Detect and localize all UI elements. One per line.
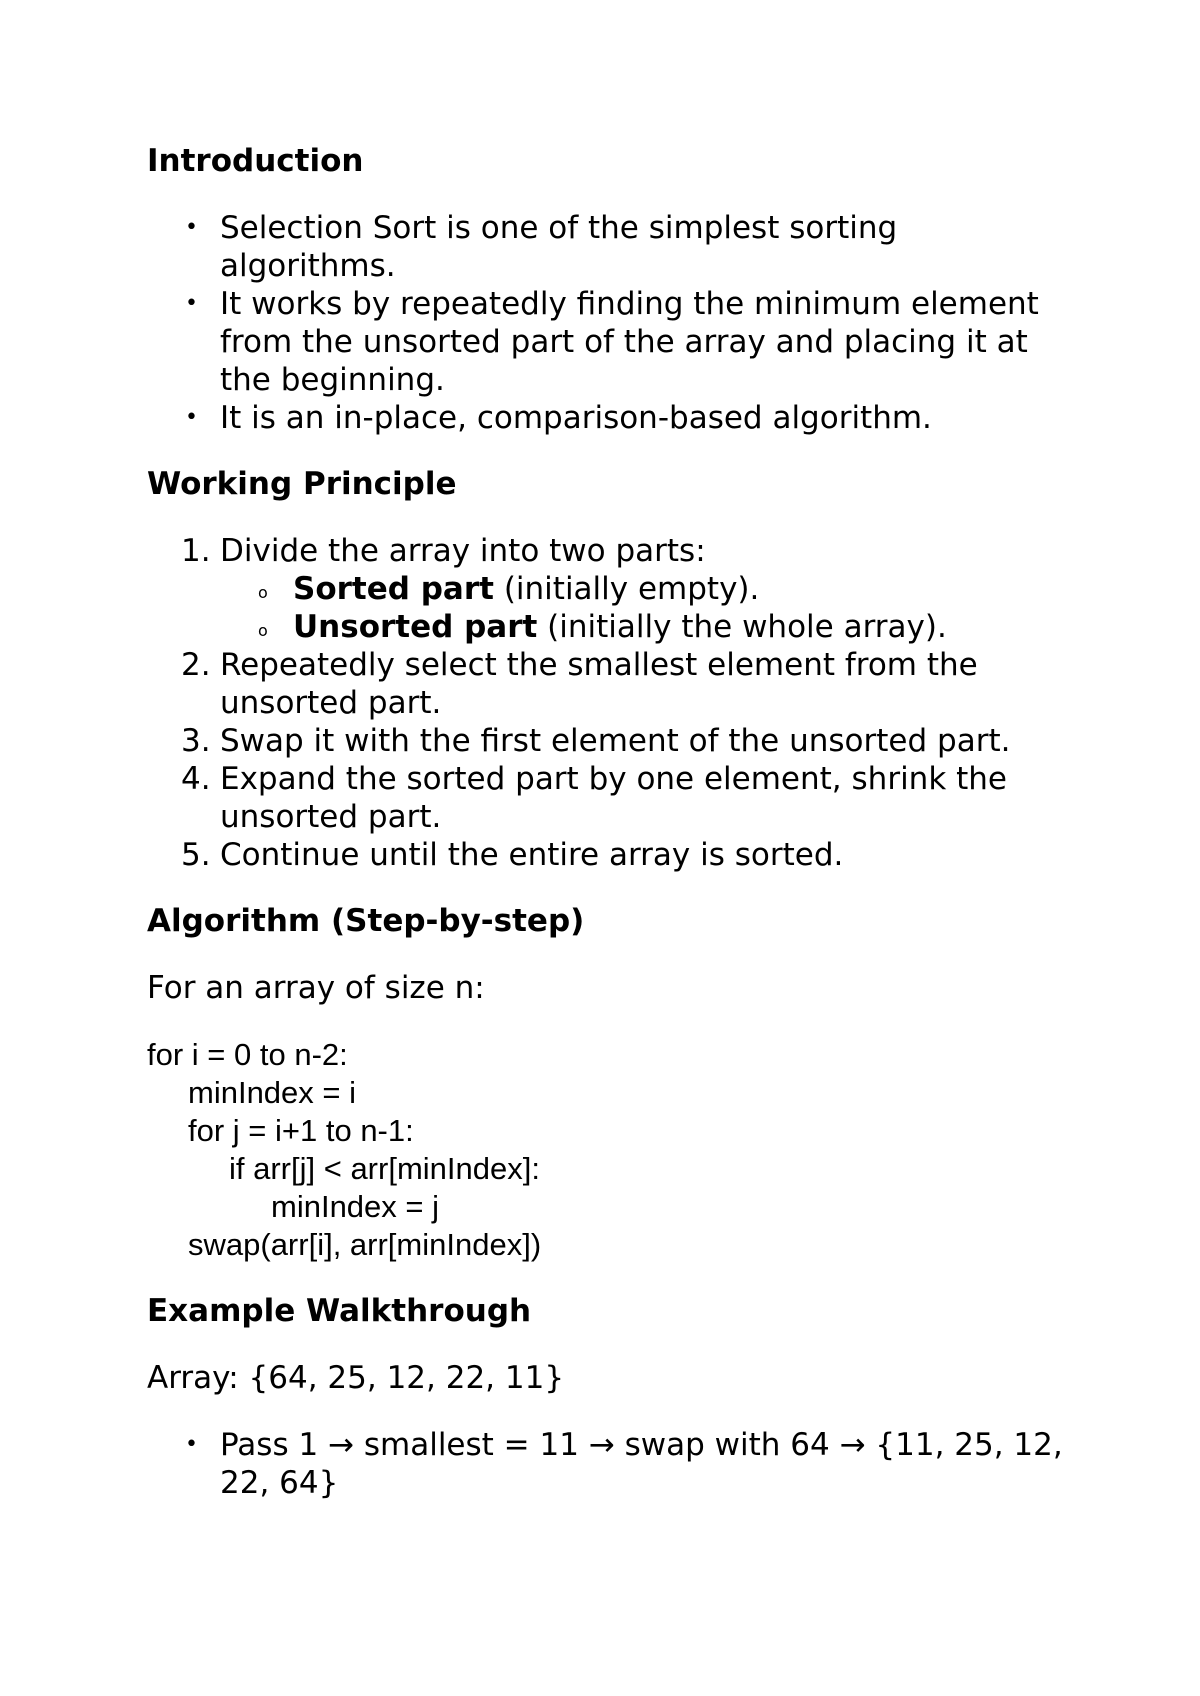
step-number: 1. <box>181 533 211 569</box>
code-line: if arr[j] < arr[minIndex]: <box>229 1151 540 1186</box>
step-item <box>147 532 1067 646</box>
sub-item-desc: (initially empty). <box>493 571 760 607</box>
working-principle-steps <box>147 532 1067 874</box>
step-item <box>147 836 1067 874</box>
sub-list-item <box>220 570 1067 608</box>
list-item <box>147 209 1067 285</box>
code-line: for i = 0 to n-2: <box>147 1037 348 1072</box>
code-line: swap(arr[i], arr[minIndex]) <box>188 1227 542 1262</box>
list-item <box>147 285 1067 399</box>
step-item <box>147 646 1067 722</box>
pseudocode-block <box>147 1036 1067 1264</box>
example-array: Array: {64, 25, 12, 22, 11} <box>147 1360 565 1396</box>
algorithm-intro: For an array of size n: <box>147 970 485 1006</box>
step-text: Repeatedly select the smallest element from the unsorted part. <box>220 647 978 721</box>
list-item <box>147 399 1067 437</box>
step-text: Divide the array into two parts: <box>220 533 706 569</box>
introduction-heading: Introduction <box>147 143 364 179</box>
bullet-icon: • <box>185 405 198 430</box>
list-item-text: Pass 1 → smallest = 11 → swap with 64 → {11, 25, 12, 22, 64} <box>220 1427 1063 1501</box>
sub-item-term: Unsorted part <box>293 609 538 645</box>
step-sublist <box>220 570 1067 646</box>
circle-bullet-icon: o <box>258 621 268 640</box>
working-principle-heading: Working Principle <box>147 466 457 502</box>
list-item <box>147 1426 1067 1502</box>
sub-item-desc: (initially the whole array). <box>537 609 947 645</box>
example-pass-list <box>147 1426 1067 1502</box>
introduction-list <box>147 209 1067 437</box>
code-line: minIndex = j <box>271 1189 440 1224</box>
bullet-icon: • <box>185 1432 198 1457</box>
step-number: 2. <box>181 647 211 683</box>
code-line: for j = i+1 to n-1: <box>188 1113 414 1148</box>
step-item <box>147 722 1067 760</box>
document-page <box>147 128 1067 1502</box>
algorithm-heading: Algorithm (Step-by-step) <box>147 903 585 939</box>
bullet-icon: • <box>185 215 198 240</box>
step-item <box>147 760 1067 836</box>
sub-item-term: Sorted part <box>293 571 494 607</box>
list-item-text: It works by repeatedly finding the minimum element from the unsorted part of the array and placing it at the beginning. <box>220 286 1039 398</box>
step-text: Continue until the entire array is sorted. <box>220 837 844 873</box>
step-number: 4. <box>181 761 211 797</box>
list-item-text: It is an in-place, comparison-based algorithm. <box>220 400 932 436</box>
step-number: 5. <box>181 837 211 873</box>
list-item-text: Selection Sort is one of the simplest sorting algorithms. <box>220 210 898 284</box>
example-heading: Example Walkthrough <box>147 1293 532 1329</box>
step-text: Expand the sorted part by one element, shrink the unsorted part. <box>220 761 1008 835</box>
step-number: 3. <box>181 723 211 759</box>
circle-bullet-icon: o <box>258 583 268 602</box>
code-line: minIndex = i <box>188 1075 357 1110</box>
sub-list-item <box>220 608 1067 646</box>
step-text: Swap it with the first element of the unsorted part. <box>220 723 1011 759</box>
bullet-icon: • <box>185 291 198 316</box>
